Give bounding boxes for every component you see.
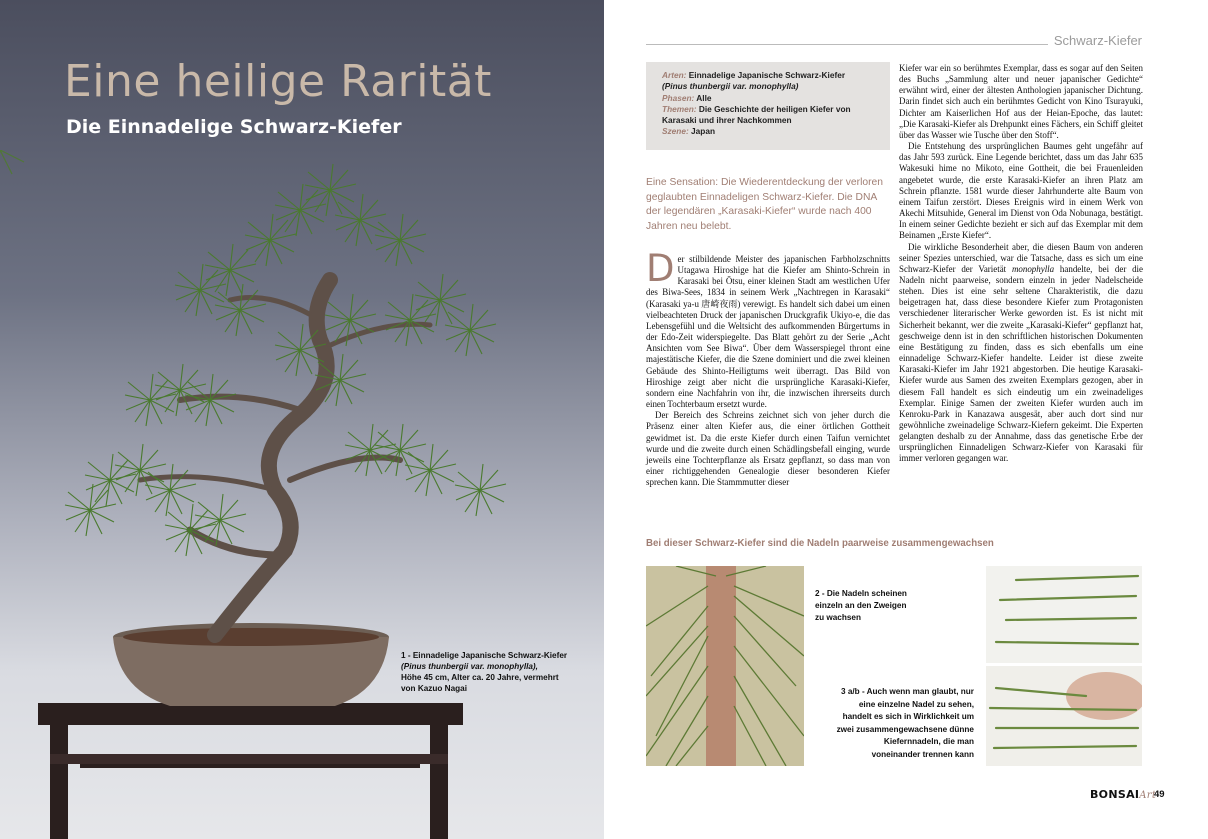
info-arten — [662, 70, 880, 81]
info-arten-latin: (Pinus thunbergii var. monophylla) — [662, 81, 799, 92]
pine-branch-photo — [646, 566, 804, 766]
foliage-graphic — [0, 150, 26, 176]
caption-1-line-3: Höhe 45 cm, Alter ca. 20 Jahre, vermehrt — [401, 673, 559, 682]
bonsai-photo — [0, 150, 604, 839]
info-themen — [662, 104, 880, 127]
info-themen-label: Themen: — [662, 103, 697, 114]
col2-paragraph-3-italic: monophylla — [1011, 263, 1055, 274]
page-number: 49 — [1154, 789, 1165, 800]
col1-paragraph-1: er stilbildende Meister des japanischen Farbholzschnitts Utagawa Hiroshige hat die Kiefer am Shinto-Schrein in Karasaki bei Ōtsu, einer kleinen Stadt am westlichen Ufer des Biwa-Sees, 1834 in seinem Werk „Nachtregen in Karasaki“ (Karasaki ya-u 唐崎夜雨) verewigt. Es handelt sich dabei um einen vielbeachteten Druck der japanischen Druckgrafik Ukiyo-e, die das Lebensgefühl und die Weltsicht des aufkommenden Bürgertums in der Edo-Zeit widerspiegelte. Das Blatt gehört zu der Serie „Acht Ansichten vom See Biwa“. Über dem Wasserspiegel thront eine majestätische Kiefer, die die Szene dominiert und die zwei kleinen Gebäude des Shinto-Heiligtums weit überragt. Das Bild von Hiroshige zeigt aber nicht die ursprüngliche Karasaki-Kiefer, sondern eine Nachfahrin von ihr, die inzwischen ihrerseits durch einen Tochterbaum ersetzt wurde. — [646, 254, 890, 410]
magazine-brand — [1090, 788, 1156, 801]
pine-needles-photo-b — [986, 666, 1142, 766]
info-szene-value: Japan — [688, 126, 716, 137]
info-phasen — [662, 93, 880, 104]
col2-paragraph-3-b: handelte, bei der die Nadeln nicht paarweise, sondern einzeln in jeder Nadelscheide stehen. Dies ist eine sehr seltene Charakteristik, die dazu beigetragen hat, dass diese besondere Kiefer zum Protagonisten verschiedener literarischer Werke geworden ist. Es ist nicht mit Sicherheit bekannt, wer die zweite „Karasaki-Kiefer“ gepflanzt hat, geschweige denn ist in den schriftlichen historischen Dokumenten eine Bestätigung zu finden, dass es sich ebenfalls um eine einnadelige Schwarz-Kiefer handelte. Leider ist diese zweite Karasaki-Kiefer im Jahr 1921 abgestorben. Die heutige Karasaki-Kiefer wurde aus Samen des zweiten Exemplars gezogen, aber in diesem Fall handelt es sich eindeutig um ein zweinadeliges Exemplar. Einige Samen der zweiten Kiefer wurden auch im Kenroku-Park in Kanazawa ausgesät, aber auch dort sind nur gewöhnliche zweinadelige Schwarz-Kiefern gekeimt. Die Experten gelangten deshalb zu der Annahme, dass das genetische Erbe der ursprünglichen Einnadeligen Schwarz-Kiefer von Karasaki für immer verloren gegangen war. — [899, 263, 1143, 464]
info-phasen-label: Phasen: — [662, 92, 695, 103]
section-heading: Bei dieser Schwarz-Kiefer sind die Nadeln paarweise zusammengewachsen — [646, 538, 994, 549]
running-head-rule — [646, 44, 1048, 45]
photo-caption-1 — [401, 650, 571, 694]
brand-suffix: Art — [1139, 790, 1157, 801]
info-box — [646, 62, 890, 150]
info-szene — [662, 126, 880, 137]
trunk-graphic — [140, 280, 430, 635]
info-arten-label: Arten: — [662, 70, 687, 80]
info-szene-label: Szene: — [662, 126, 689, 137]
running-head: Schwarz-Kiefer — [1053, 33, 1142, 48]
col2-paragraph-3 — [899, 242, 1143, 465]
drop-cap: D — [646, 247, 675, 290]
page-subtitle: Die Einnadelige Schwarz-Kiefer — [66, 116, 402, 138]
photo-caption-2: 2 - Die Nadeln scheinen einzeln an den Zweigen zu wachsen — [815, 589, 907, 622]
col2-paragraph-3-a: Die wirkliche Besonderheit aber, die diesen Baum von anderen seiner Spezies unterschied, war die Tatsache, dass es sich um eine Schwarz-Kiefer der Varietät — [899, 241, 1143, 274]
right-page — [604, 0, 1208, 839]
col1-paragraph-2: Der Bereich des Schreins zeichnet sich von jeher durch die Präsenz einer alten Kiefer aus, die einer örtlichen Gottheit gewidmet ist. Da die erste Kiefer durch einen Taifun vernichtet wurde und die zweite durch einen Schädlingsbefall einging, wurde jeweils eine Tochterpflanze als Ersatz gepflanzt, so dass man von einer richtiggehenden Genealogie dieser besonderen Kiefer sprechen kann. Die Stammmutter dieser — [646, 410, 890, 488]
info-phasen-value: Alle — [694, 92, 712, 103]
pine-needles-photo-a — [986, 566, 1142, 663]
stand-graphic — [38, 703, 463, 839]
lead-paragraph: Eine Sensation: Die Wiederentdeckung der verloren geglaubten Einnadeligen Schwarz-Kiefer. Die DNA der legendären „Karasaki-Kiefer“ wurde nach 400 Jahren neu belebt. — [646, 177, 883, 232]
col2-paragraph-1: Kiefer war ein so berühmtes Exemplar, dass es sogar auf den Seiten des Buchs „Sammlung alter und neuer japanischer Gedichte“ erwähnt wird, einer der ältesten Anthologien japanischer Dichtung. Darin findet sich auch ein berühmtes Gedicht von Kino Tsurayuki, Dichter am Kaiserlichen Hof aus der Heian-Epoche, das lautet: „Die Karasaki-Kiefer als Drehpunkt eines Fächers, ein Schiff gleitet über das Wasser wie Tusche über den Stoff“. — [899, 63, 1143, 140]
photo-caption-3: 3 a/b - Auch wenn man glaubt, nur eine einzelne Nadel zu sehen, handelt es sich in Wirklichkeit um zwei zusammengewachsene dünne Kiefernnadeln, die man voneinander trennen kann — [836, 687, 974, 759]
page-title: Eine heilige Rarität — [64, 56, 492, 107]
info-themen-value: Die Geschichte der heiligen Kiefer von Karasaki und ihrer Nachkommen — [662, 103, 851, 126]
text-column-1 — [646, 247, 890, 488]
col2-paragraph-2: Die Entstehung des ursprünglichen Baumes geht ungefähr auf das Jahr 593 zurück. Eine Legende berichtet, dass um das Jahr 635 Wakesuki hime no Mikoto, eine Gottheit, die bei Frauenleiden angebetet wurde, die erste Karasaki-Kiefer an ihren Platz am Schrein pflanzte. 1581 wurde dieser Jahrhunderte alte Baum von einem Taifun zerstört. Dieses Ereignis wird in einem Werk von Akechi Mitsuhide, General im Dienst von Oda Nobunaga, bestätigt. In einem seiner Gedichte bezieht er sich auf das Exemplar mit dem Beinamen „Erste Kiefer“. — [899, 141, 1143, 241]
caption-1-line-4: von Kazuo Nagai — [401, 684, 467, 693]
text-column-2 — [899, 63, 1143, 465]
pot-graphic — [113, 623, 389, 706]
info-arten-value: Einnadelige Japanische Schwarz-Kiefer — [686, 70, 846, 80]
caption-1-line-1: 1 - Einnadelige Japanische Schwarz-Kiefer — [401, 651, 568, 660]
caption-1-line-2: (Pinus thunbergii var. monophylla), — [401, 662, 538, 671]
brand-name: BONSAI — [1090, 788, 1140, 801]
